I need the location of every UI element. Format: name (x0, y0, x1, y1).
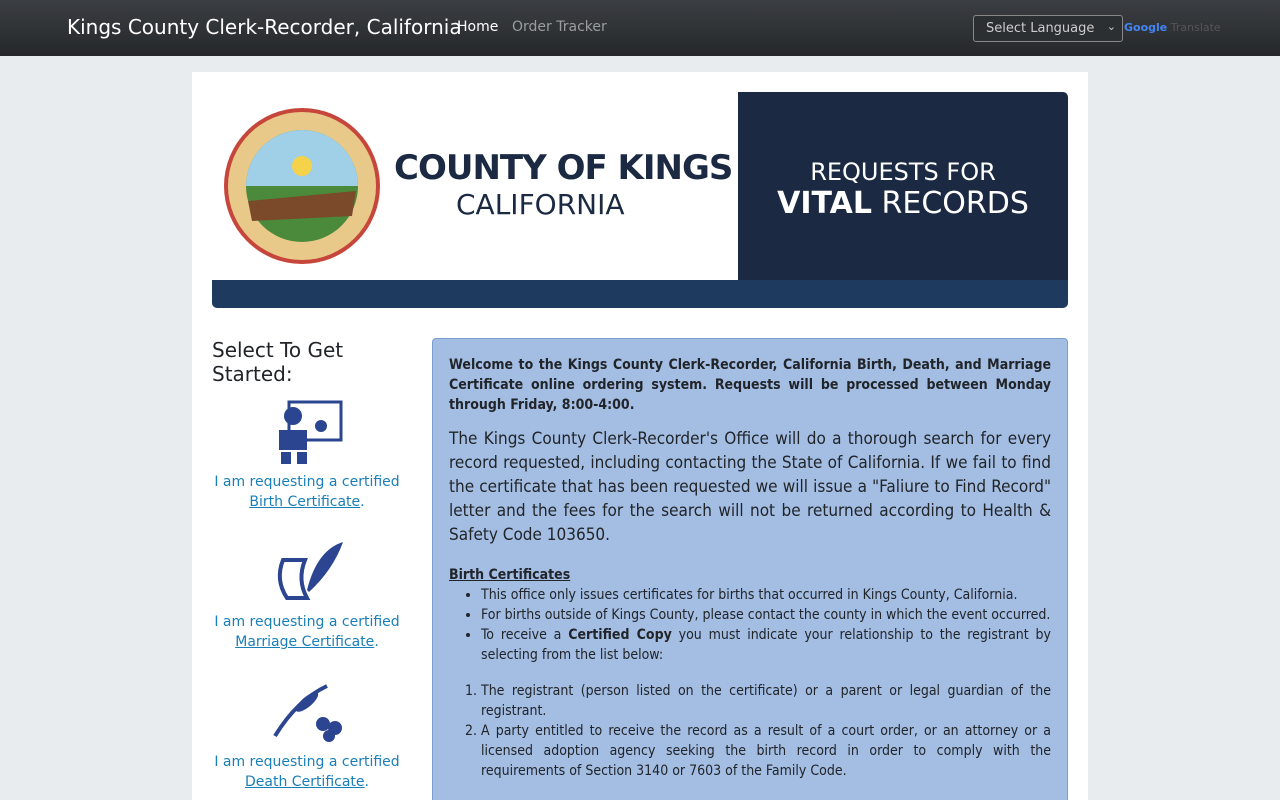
option-death: I am requesting a certified Death Certificate. (212, 680, 402, 792)
google-logo: Google (1124, 21, 1168, 34)
banner-bar (212, 280, 1068, 308)
banner (212, 92, 1068, 308)
option-prefix: I am requesting a certified (214, 474, 400, 490)
chevron-down-icon: ⌄ (1106, 20, 1116, 33)
banner-county: COUNTY OF KINGS (394, 148, 733, 188)
nav-order-tracker[interactable]: Order Tracker (512, 19, 607, 35)
text-bold: Certified Copy (568, 627, 672, 643)
banner-left (212, 92, 738, 280)
main-card (192, 72, 1088, 800)
bullet-list (449, 585, 1051, 665)
list-item: • For births outside of Kings County, please contact the county in which the event occurred. (481, 605, 1051, 625)
county-seal-icon (222, 106, 382, 266)
translate-label: Translate (1170, 21, 1221, 34)
welcome-text: Welcome to the Kings County Clerk-Recorder, California Birth, Death, and Marriage Certificate online ordering system. Requests will be processed between Monday through Friday, 8:00-4:00. (449, 357, 1051, 413)
option-prefix: I am requesting a certified (214, 754, 400, 770)
list-item: 2. A party entitled to receive the record as a result of a court order, or an attorney or a licensed adoption agency seeking the birth record in order to comply with the requirements of Section 3140 or 7603 of the Family Code. (481, 721, 1051, 781)
sidebar-title: Select To Get Started: (212, 338, 344, 386)
google-translate-link[interactable] (1124, 21, 1221, 34)
option-birth: I am requesting a certified Birth Certificate. (212, 400, 402, 512)
banner-line2 (738, 186, 1068, 221)
baby-certificate-icon (267, 400, 347, 466)
text: you must indicate your relationship to the registrant by selecting from the list below: (481, 627, 1051, 663)
info-panel (432, 338, 1068, 800)
banner-bold: VITAL (777, 186, 872, 221)
text: To receive a (481, 627, 569, 643)
list-item (481, 625, 1051, 665)
language-select-value: Select Language (986, 21, 1095, 36)
option-prefix: I am requesting a certified (214, 614, 400, 630)
lead-text: The Kings County Clerk-Recorder's Office will do a thorough search for every record requested, including contacting the State of California. If we fail to find the certificate that has been requested we will issue a "Faliure to Find Record" letter and the fees for the search will not be returned according to Health & Safety Code 103650. (449, 429, 1051, 545)
quill-scroll-icon (267, 540, 347, 606)
birth-certificate-link[interactable]: Birth Certificate (249, 494, 361, 510)
marriage-certificate-link[interactable]: Marriage Certificate (235, 634, 375, 650)
banner-state: CALIFORNIA (456, 188, 625, 221)
sidebar (212, 338, 402, 792)
olive-branch-icon (267, 680, 347, 746)
death-certificate-link[interactable]: Death Certificate (245, 774, 365, 790)
banner-rest: RECORDS (871, 186, 1029, 221)
brand-link[interactable]: Kings County Clerk-Recorder, California (67, 15, 462, 39)
list-item: • This office only issues certificates for births that occurred in Kings County, California. (481, 585, 1051, 605)
navbar (0, 0, 1280, 56)
nav-home[interactable]: Home (457, 19, 499, 35)
relationship-list (449, 681, 1051, 781)
language-select[interactable] (973, 15, 1123, 42)
banner-line1: REQUESTS FOR (810, 158, 996, 186)
section-heading: Birth Certificates (449, 567, 571, 583)
option-marriage: I am requesting a certified Marriage Certificate. (212, 540, 402, 652)
banner-right (738, 92, 1068, 280)
list-item: 1. The registrant (person listed on the certificate) or a parent or legal guardian of the registrant. (481, 681, 1051, 721)
